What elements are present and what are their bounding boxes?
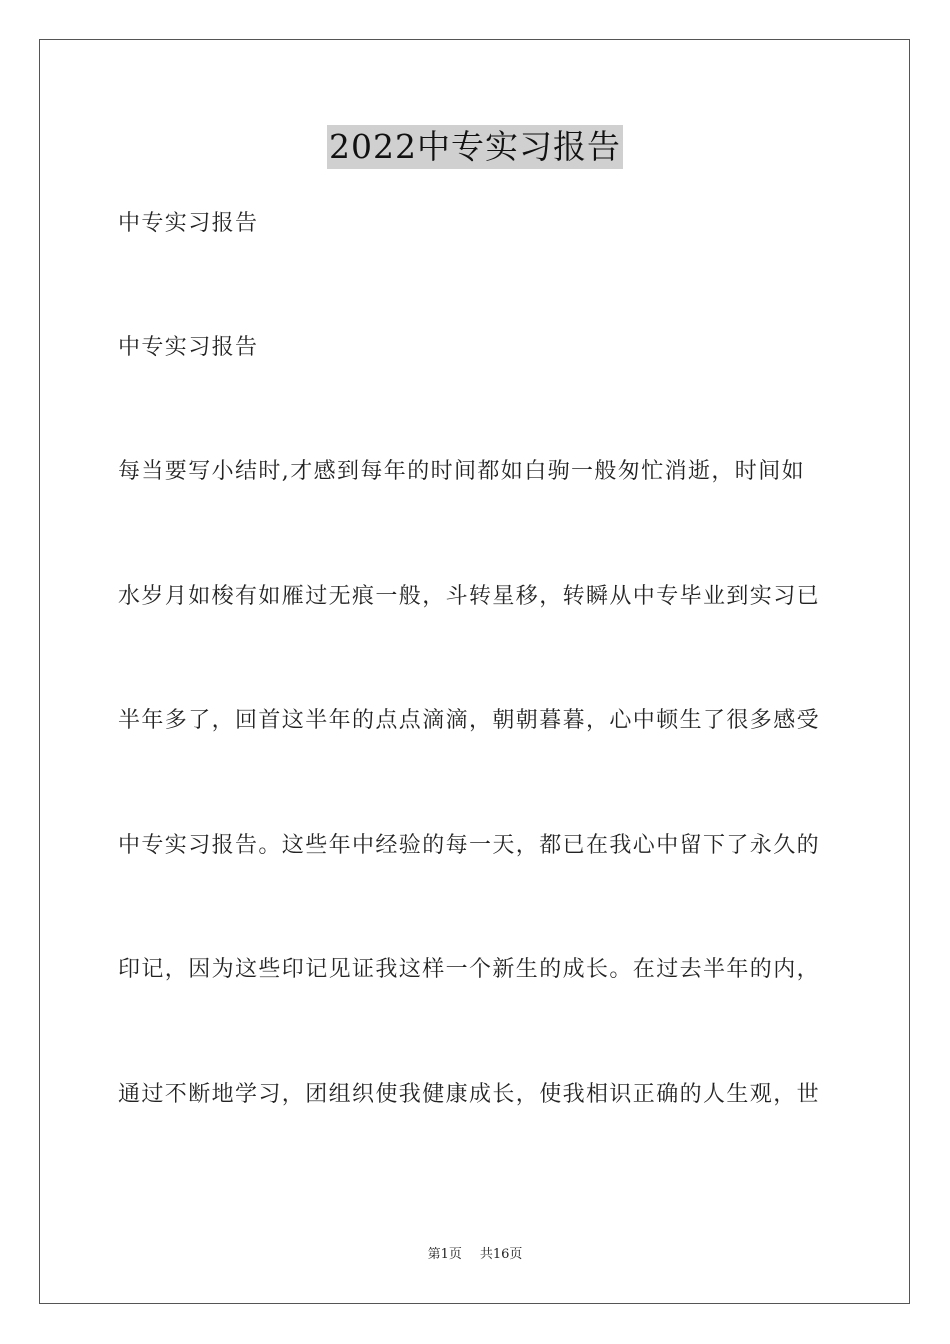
document-title: 2022中专实习报告 xyxy=(327,125,623,169)
paragraph-line-4: 中专实习报告。这些年中经验的每一天，都已在我心中留下了永久的 xyxy=(118,833,821,858)
subtitle-line-2: 中专实习报告 xyxy=(118,335,259,360)
subtitle-line-1: 中专实习报告 xyxy=(118,211,259,236)
paragraph-line-1: 每当要写小结时,才感到每年的时间都如白驹一般匆忙消逝，时间如 xyxy=(118,459,805,484)
footer-total-pages: 共16页 xyxy=(479,1247,523,1262)
page-footer xyxy=(0,1246,950,1264)
paragraph-line-3: 半年多了，回首这半年的点点滴滴，朝朝暮暮，心中顿生了很多感受 xyxy=(118,708,821,733)
footer-page-number: 第1页 xyxy=(427,1247,462,1262)
paragraph-line-5: 印记，因为这些印记见证我这样一个新生的成长。在过去半年的内， xyxy=(118,957,821,982)
paragraph-line-6: 通过不断地学习，团组织使我健康成长，使我相识正确的人生观，世 xyxy=(118,1082,821,1107)
title-wrap xyxy=(0,125,950,169)
paragraph-line-2: 水岁月如梭有如雁过无痕一般，斗转星移，转瞬从中专毕业到实习已 xyxy=(118,584,821,609)
